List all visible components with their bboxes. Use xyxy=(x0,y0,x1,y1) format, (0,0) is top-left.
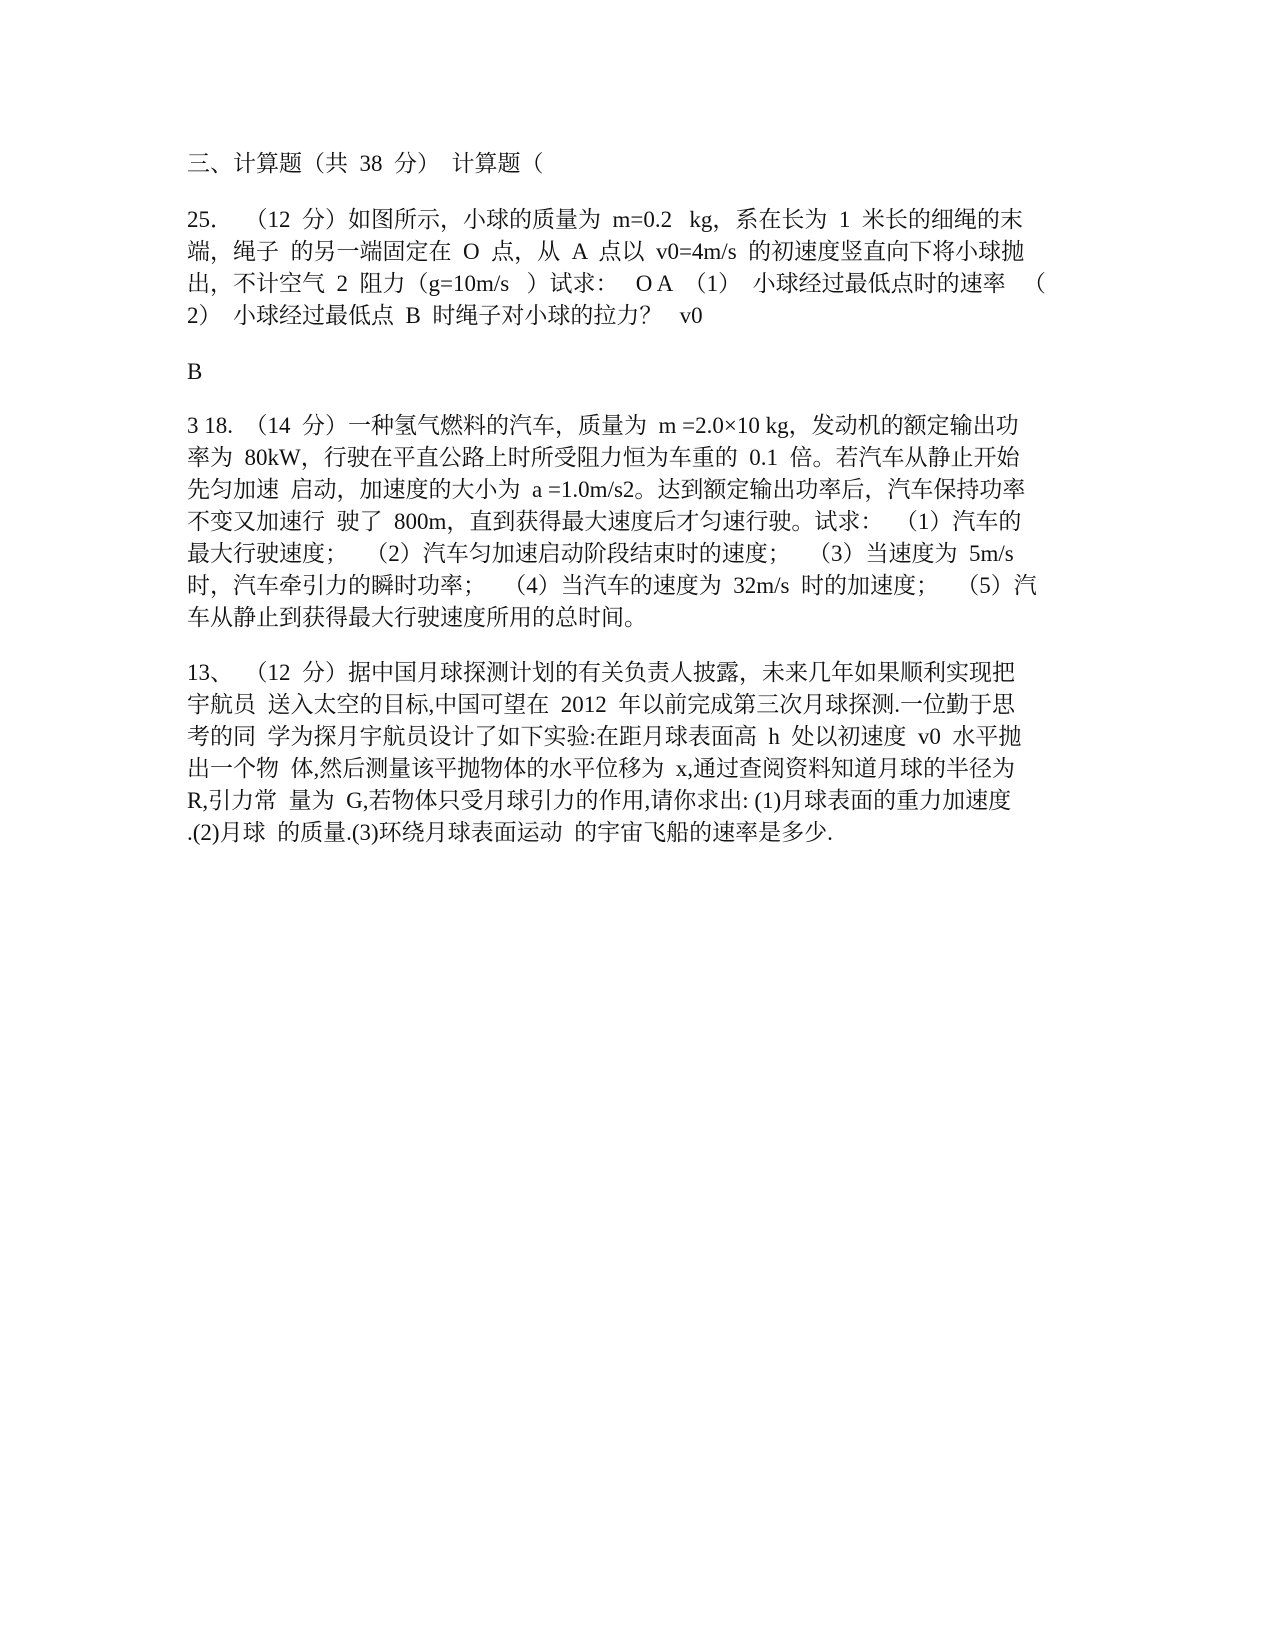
q18-line-4: 不变又加速行 驶了 800m，直到获得最大速度后才匀速行驶。试求： （1）汽车的 xyxy=(187,509,1022,534)
q13-line-6: .(2)月球 的质量.(3)环绕月球表面运动 的宇宙飞船的速率是多少. xyxy=(187,820,833,845)
section-heading: 三、计算题（共 38 分） 计算题（ xyxy=(187,151,544,176)
q18-line-2: 率为 80kW，行驶在平直公路上时所受阻力恒为车重的 0.1 倍。若汽车从静止开始 xyxy=(187,445,1020,470)
q13-line-3: 考的同 学为探月宇航员设计了如下实验:在距月球表面高 h 处以初速度 v0 水平抛 xyxy=(187,724,1022,749)
q25-line-1: 25． （12 分）如图所示，小球的质量为 m=0.2 kg，系在长为 1 米长的细绳的末 xyxy=(187,207,1023,232)
q18-line-1: 3 18. （14 分）一种氢气燃料的汽车，质量为 m =2.0×10 kg，发动机的额定输出功 xyxy=(187,413,1019,438)
q18-line-6: 时，汽车牵引力的瞬时功率； （4）当汽车的速度为 32m/s 时的加速度； （5）汽 xyxy=(187,573,1037,598)
q13-line-2: 宇航员 送入太空的目标,中国可望在 2012 年以前完成第三次月球探测.一位勤于思 xyxy=(187,692,1015,717)
q18-line-7: 车从静止到获得最大行驶速度所用的总时间。 xyxy=(187,605,647,630)
q25-line-4: 2） 小球经过最低点 B 时绳子对小球的拉力？ v0 xyxy=(187,303,703,328)
q18-line-5: 最大行驶速度； （2）汽车匀加速启动阶段结束时的速度； （3）当速度为 5m/s xyxy=(187,541,1014,566)
q18-line-3: 先匀加速 启动，加速度的大小为 a =1.0m/s2。达到额定输出功率后，汽车保持功率 xyxy=(187,477,1026,502)
q25-figure-label: B xyxy=(187,359,203,384)
q13-line-1: 13、 （12 分）据中国月球探测计划的有关负责人披露，未来几年如果顺利实现把 xyxy=(187,660,1015,685)
q13-line-5: R,引力常 量为 G,若物体只受月球引力的作用,请你求出: (1)月球表面的重力加速度 xyxy=(187,788,1012,813)
q25-line-3: 出，不计空气 2 阻力（g=10m/s ）试求： O A （1） 小球经过最低点时的速率 （ xyxy=(187,271,1046,296)
q25-line-2: 端，绳子 的另一端固定在 O 点，从 A 点以 v0=4m/s 的初速度竖直向下将小球抛 xyxy=(187,239,1025,264)
q13-line-4: 出一个物 体,然后测量该平抛物体的水平位移为 x,通过查阅资料知道月球的半径为 xyxy=(187,756,1015,781)
